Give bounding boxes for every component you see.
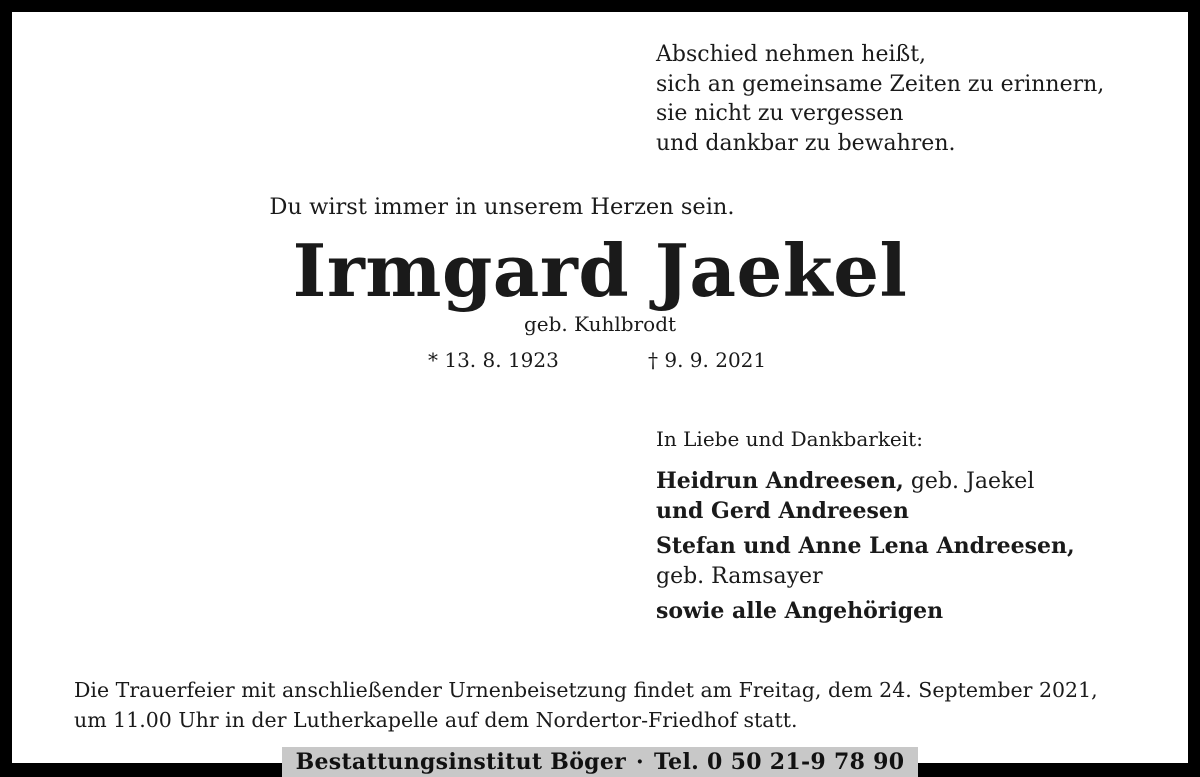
farewell-poem [656,40,1104,158]
service-line: Die Trauerfeier mit anschließender Urnenbeisetzung findet am Freitag, dem 24. September 2021, [74,678,1098,702]
funeral-service-notice [74,676,1098,735]
undertaker-footer [0,749,1200,775]
mourner-maiden-name: geb. Ramsayer [656,563,823,589]
death-date: † 9. 9. 2021 [648,348,767,372]
mourner-entry [656,467,1075,497]
poem-line: sie nicht zu vergessen [656,101,904,126]
mourner-name: Stefan und Anne Lena Andreesen, [656,533,1075,559]
deceased-name: Irmgard Jaekel [292,228,908,313]
mourner-name: sowie alle Angehörigen [656,598,944,624]
mourner-entry [656,597,1075,627]
mourner-name: Heidrun Andreesen, [656,468,904,494]
poem-line: und dankbar zu bewahren. [656,130,956,156]
deceased-maiden-name: geb. Kuhlbrodt [523,312,677,336]
undertaker-name: Bestattungsinstitut Böger [295,749,627,775]
poem-line: Abschied nehmen heißt, [656,42,927,67]
mourner-name: und Gerd Andreesen [656,497,909,524]
mourner-entry [656,497,1075,527]
mourners-list [656,467,1075,627]
mourners-intro: In Liebe und Dankbarkeit: [656,427,923,451]
mourner-entry [656,532,1075,562]
poem-line: sich an gemeinsame Zeiten zu erinnern, [656,71,1105,97]
birth-date: * 13. 8. 1923 [428,348,559,372]
mourner-maiden-name: geb. Jaekel [903,469,1035,494]
footer-separator: · [636,749,645,775]
motto-line: Du wirst immer in unserem Herzen sein. [269,194,735,220]
undertaker-phone: Tel. 0 50 21-9 78 90 [654,749,905,775]
service-line: um 11.00 Uhr in der Lutherkapelle auf dem Nordertor-Friedhof statt. [74,707,798,732]
